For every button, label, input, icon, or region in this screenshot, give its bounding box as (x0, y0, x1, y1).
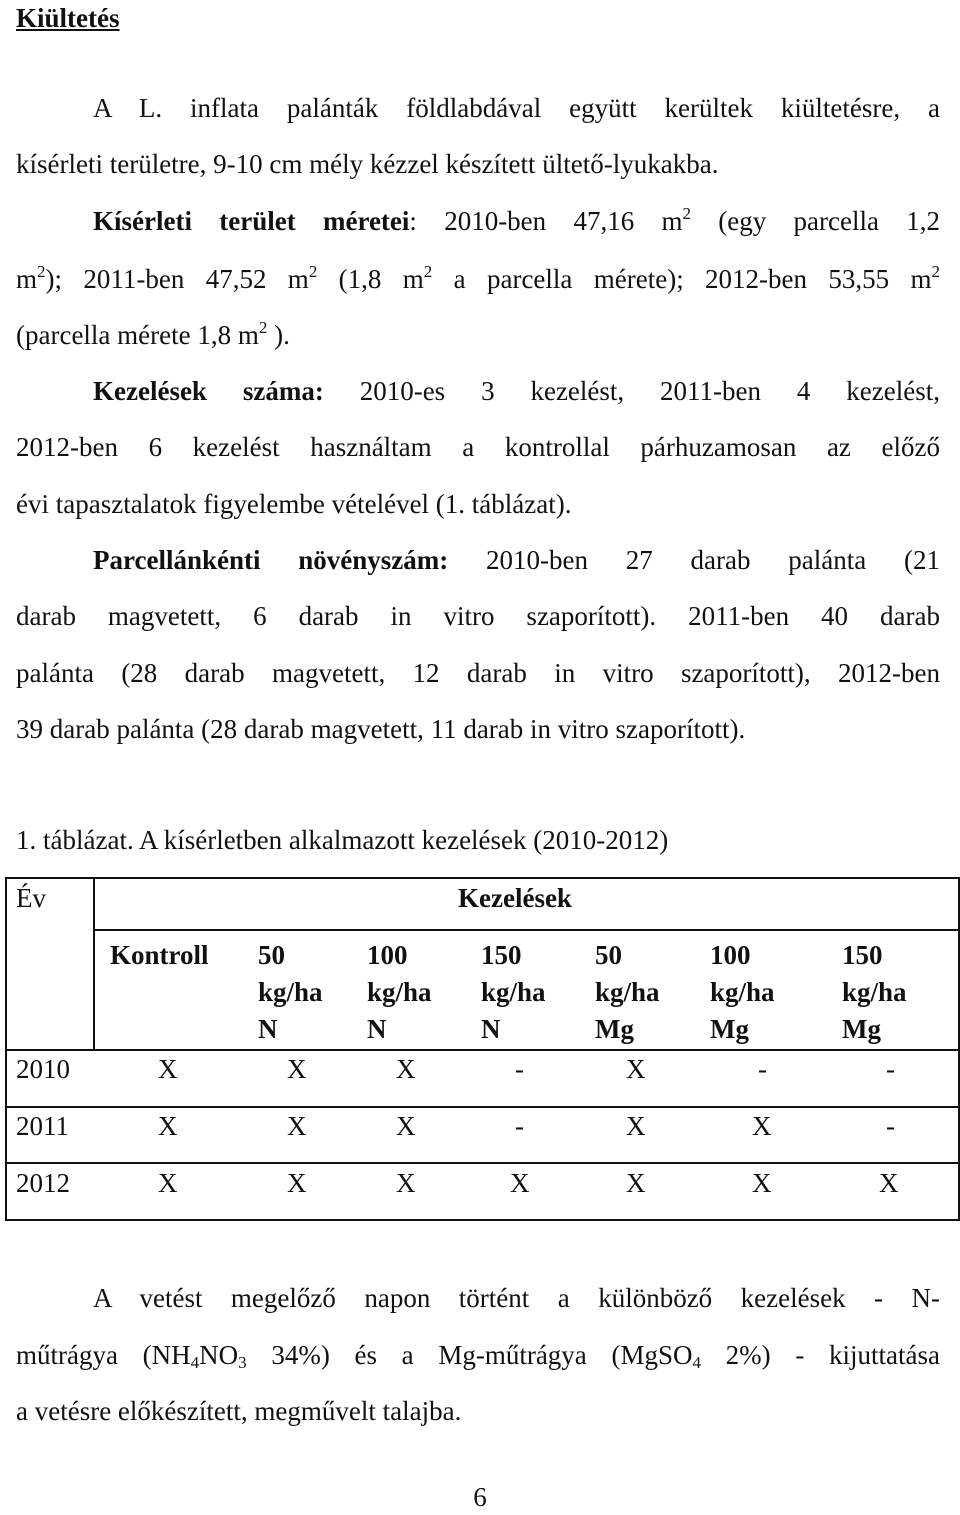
col-header-100n: 100 kg/ha N (367, 940, 432, 1044)
table-cell: X (287, 1168, 307, 1198)
row-line-1 (5, 1106, 960, 1108)
table-cell: X (158, 1111, 178, 1141)
table-cell: X (510, 1168, 530, 1198)
para4-line4: 39 darab palánta (28 darab magvetett, 11 darab in vitro szaporított). (16, 714, 746, 744)
para3-line2: 2012-ben 6 kezelést használtam a kontrollal párhuzamosan az előző (16, 432, 940, 462)
table-cell: X (396, 1054, 416, 1084)
table-cell: X (752, 1111, 772, 1141)
year-column-divider (93, 877, 95, 1049)
table-cell: X (879, 1168, 899, 1198)
section-heading: Kiültetés (16, 3, 120, 33)
col-header-100mg: 100 kg/ha Mg (710, 940, 775, 1044)
group-header-underline (93, 929, 960, 931)
row-line-2 (5, 1162, 960, 1164)
table-cell: X (626, 1054, 646, 1084)
para2-line2: $m^2$); 2011-ben 47,52 $m^2$ (1,8 $m^2$ a parcella mérete); 2012-ben 53,55 $m^2$ (16, 262, 940, 294)
table-cell: X (752, 1168, 772, 1198)
row-year: 2010 (16, 1054, 70, 1084)
para4-bold-label: Parcellánkénti növényszám: (93, 545, 449, 575)
table-border-top (5, 877, 960, 879)
para5-line3: a vetésre előkészített, megművelt talajba. (16, 1396, 462, 1426)
para3-line1: Kezelések száma: 2010-es 3 kezelést, 2011-ben 4 kezelést, (93, 376, 940, 406)
para4-line2: darab magvetett, 6 darab in vitro szaporított). 2011-ben 40 darab (16, 601, 940, 631)
group-header: Kezelések (458, 883, 572, 913)
col-header-50mg: 50 kg/ha Mg (595, 940, 660, 1044)
table-caption: 1. táblázat. A kísérletben alkalmazott kezelések (2010-2012) (16, 825, 669, 855)
para1-line1: A L. inflata palánták földlabdával együtt kerültek kiültetésre, a (93, 93, 940, 123)
table-cell: - (758, 1054, 767, 1084)
table-cell: X (626, 1111, 646, 1141)
table-cell: X (158, 1054, 178, 1084)
para3-line3: évi tapasztalatok figyelembe vételével (1. táblázat). (16, 489, 572, 519)
row-year: 2012 (16, 1168, 70, 1198)
table-cell: X (287, 1054, 307, 1084)
table-border-bottom (5, 1219, 960, 1221)
col-header-50n: 50 kg/ha N (258, 940, 323, 1044)
para4-line1: Parcellánkénti növényszám: 2010-ben 27 darab palánta (21 (93, 545, 940, 575)
table-cell: X (287, 1111, 307, 1141)
para2-line3: (parcella mérete 1,8 $m^2$ ). (16, 318, 290, 350)
col-year-header: Év (16, 883, 46, 913)
table-cell: - (515, 1111, 524, 1141)
para5-line1: A vetést megelőző napon történt a különböző kezelések - N- (93, 1283, 940, 1313)
para1-line2: kísérleti területre, 9-10 cm mély kézzel készített ültető-lyukakba. (16, 149, 719, 179)
para2-line1: Kísérleti terület méretei: 2010-ben 47,16 $m^2$ (egy parcella 1,2 (93, 204, 940, 236)
table-cell: X (158, 1168, 178, 1198)
treatments-table (0, 877, 960, 1221)
col-header-150n: 150 kg/ha N (481, 940, 546, 1044)
header-bottom-line (5, 1049, 960, 1051)
para3-bold-label: Kezelések száma: (93, 376, 324, 406)
col-header-150mg: 150 kg/ha Mg (842, 940, 907, 1044)
table-cell: X (396, 1168, 416, 1198)
table-cell: - (886, 1111, 895, 1141)
page-number: 6 (473, 1482, 487, 1512)
para4-line3: palánta (28 darab magvetett, 12 darab in vitro szaporított), 2012-ben (16, 658, 940, 688)
table-cell: - (515, 1054, 524, 1084)
table-cell: X (396, 1111, 416, 1141)
table-cell: X (626, 1168, 646, 1198)
table-cell: - (886, 1054, 895, 1084)
col-header-kontroll: Kontroll (110, 940, 209, 970)
para5-line2: műtrágya ($NH_4NO_3$ 34%) és a Mg-műtrágya (MgSO$_4$ 2%) - kijuttatása (16, 1340, 940, 1372)
para2-bold-label: Kísérleti terület méretei (93, 206, 410, 236)
row-year: 2011 (16, 1111, 69, 1141)
